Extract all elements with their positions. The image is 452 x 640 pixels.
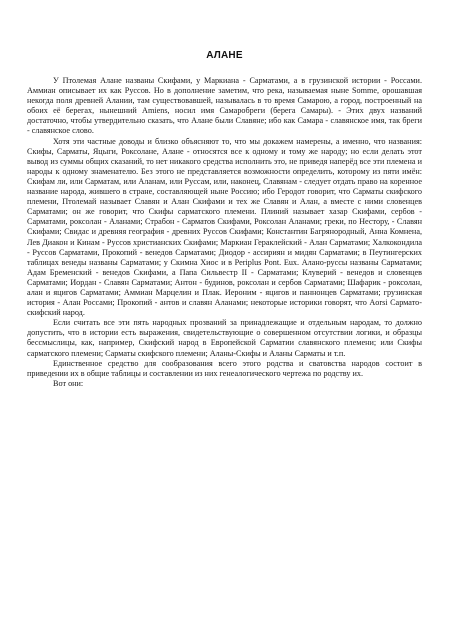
paragraph: Единственное средство для сообразования всего этого родства и сватовства народов состоит в приведении их в общие таблицы и составлении из них генеалогического чертежа по родству их. (27, 358, 422, 378)
paragraph: Если считать все эти пять народных прозваний за принадлежащие и отдельным народам, то должно допустить, что в истории есть выражения, свидетельствующие о совершенном отсутствии логики, и образцы бессмыслицы, как, например, Скифский народ в Европейской Сарматии славянского племени; или Скифы сарматского племени; Сарматы скифского племени; Аланы-Скифы и Аланы Сарматы и т.п. (27, 318, 422, 358)
paragraph: У Птолемая Алане названы Скифами, у Маркиана - Сарматами, а в грузинской истории - Россами. Аммиан описывает их как Руссов. Но в дополнение заметим, что река, называемая ныне Somme, орошавшая некогда поля древней Алании, там существовавшей, называлась в то время Самарою, а город, построенный на обоих её берегах, нынешний Amiens, носил имя Самаробреги (берега Самары). - Этих двух названий достаточно, чтобы утвердительно сказать, что Алане были Славяне; ибо как Самара - славянское имя, так бреги - славянское слово. (27, 76, 422, 136)
page-title: АЛАНЕ (206, 50, 243, 61)
paragraph: Вот они: (53, 378, 84, 388)
paragraph: Хотя эти частные доводы и близко объясняют то, что мы докажем намерены, а именно, что названия: Скифы, Сарматы, Яцыги, Роксолане, Алане - относятся все к одному и тому же народу; но если делать этот вывод из суммы общих сказаний, то нет никакого средства исполнить это, не приведя наперёд все эти племена и народы к одному знаменателю. Без этого не представляется возможности определить, которому из пяти имён: Скифам ли, или Сарматам, или Аланам, или Руссам, или, наконец, Славянам - следует отдать право на коренное название народа, жившего в стране, составляющей ныне Россию; ибо Геродот говорит, что Сарматы скифского племени, Птолемай называет Славян и Алан Скифами и тех же Славян и Алан, а вместе с ними словенцев Сарматами; он же говорит, что Скифы сарматского племени. Плиний называет хазар Скифами, сербов - Сарматами, роксолан - Аланами; Страбон - Сарматов Скифами, Роксолан Аланами; греки, по Нестору, - Славян Скифами; Свидас и древняя география - древних Руссов Скифами; Константин Багрянородный, Анна Комнена, Лев Диакон и Кинам - Руссов христианских Скифами; Маркиан Гераклейский - Алан Сарматами; Халкокондила - Руссов Сарматами, Прокопий - венедов Сарматами; Диодор - ассириян и мидян Сарматами; в Пеутингерских таблицах венеды названы Сарматами; у Скимна Хиос и в Periplus Pont. Eux. Алано-руссы названы Сарматами; Адам Бременский - венедов Скифами, а Папа Сильвестр II - Сарматами; Клуверий - венедов и словенцев Сарматами; Иордан - Славян Сарматами; Антон - будинов, роксолан и сербов Сарматами; Шафарик - роксолан, алан и яцигов Сарматами; Аммиан Марцелин и Плак. Иероним - яцигов и паннонцев Сарматами; грузинская история - Алан Россами; Прокопий - антов и славян Аланами; некоторые историки говорят, что Aorsi Сармато-скифский народ. (27, 136, 422, 318)
